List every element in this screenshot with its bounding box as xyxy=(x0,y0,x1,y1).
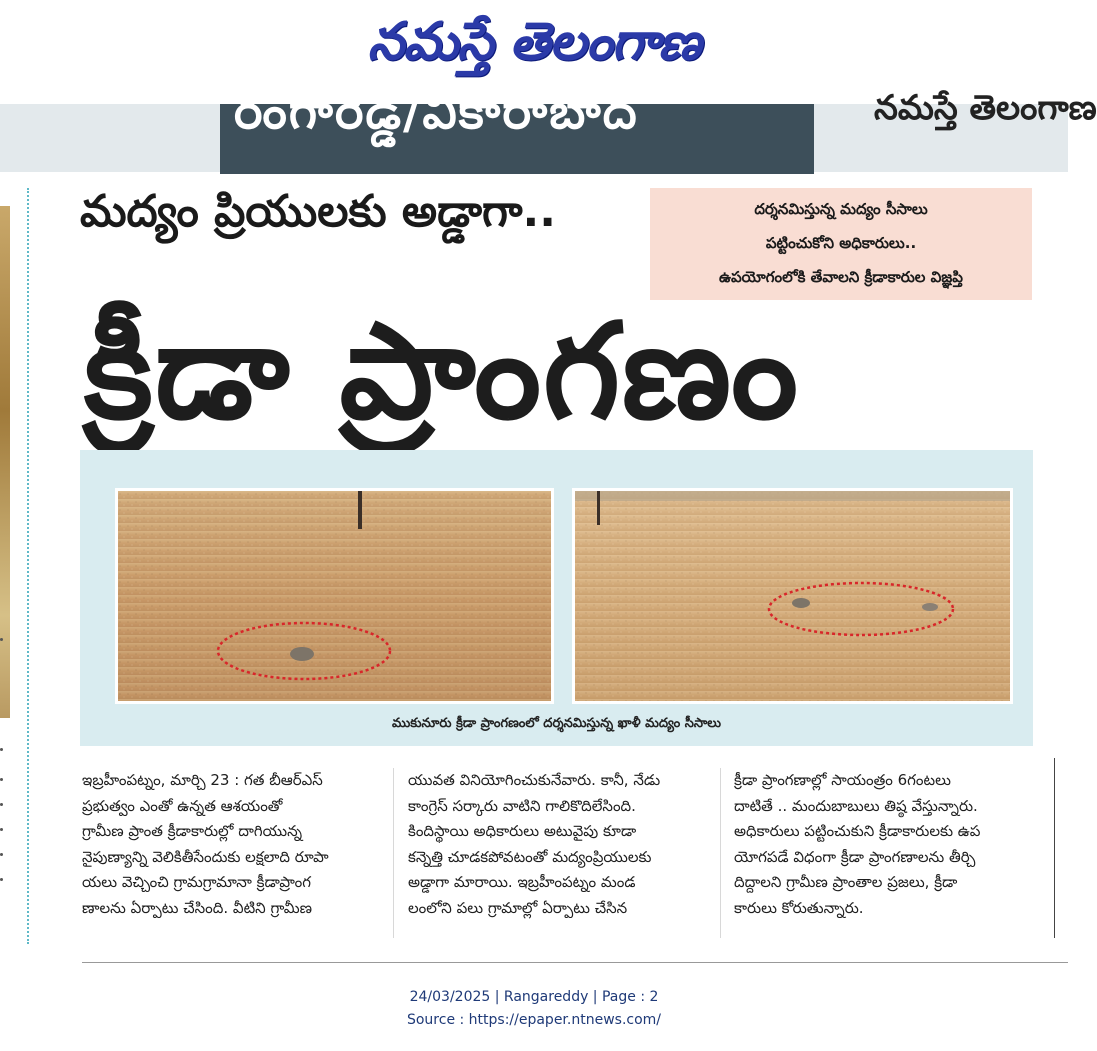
body-line: కిందిస్థాయి అధికారులు అటువైపు కూడా xyxy=(408,822,637,840)
ground-photo-left xyxy=(115,488,554,704)
body-line: ణాలను ఏర్పాటు చేసింది. వీటిని గ్రామీణ xyxy=(82,898,313,917)
footer-source-link[interactable]: Source : https://epaper.ntnews.com/ xyxy=(406,1012,662,1028)
body-line: ఇబ్రహీంపట్నం, మార్చి 23 : గత బీఆర్‌ఎస్ xyxy=(82,771,323,789)
body-line: లంలోని పలు గ్రామాల్లో ఏర్పాటు చేసిన xyxy=(408,898,628,917)
body-line: ప్రభుత్వం ఎంతో ఉన్నత ఆశయంతో xyxy=(82,796,283,815)
section-band-label: రంగారెడ్డి/వికారాబాద్ xyxy=(234,84,639,140)
adjacent-photo-edge xyxy=(0,206,10,718)
body-line: యోగపడే విధంగా క్రీడా ప్రాంగణాలను తీర్చి xyxy=(734,847,976,866)
section-band-label-box xyxy=(220,84,814,174)
adjacent-text-fragment xyxy=(0,878,3,881)
deck-line: దర్శనమిస్తున్న మద్యం సీసాలు xyxy=(754,200,928,218)
body-line: దాటితే .. మందుబాబులు తిష్ఠ వేస్తున్నారు. xyxy=(734,796,978,815)
adjacent-text-fragment xyxy=(0,748,3,751)
footer-divider xyxy=(82,962,1068,963)
deck-line: పట్టించుకోని అధికారులు.. xyxy=(765,234,917,252)
body-line: అడ్డాగా మారాయి. ఇబ్రహీంపట్నం మండ xyxy=(408,873,636,891)
column-divider xyxy=(720,768,721,938)
adjacent-text-fragment xyxy=(0,638,3,641)
body-line: కారులు కోరుతున్నారు. xyxy=(734,898,864,917)
ground-photo-right xyxy=(572,488,1013,704)
adjacent-text-fragment xyxy=(0,778,3,781)
footer-date-page: 24/03/2025 | Rangareddy | Page : 2 xyxy=(409,989,659,1005)
body-column-1 xyxy=(82,768,382,921)
body-line: దిద్దాలని గ్రామీణ ప్రాంతాల ప్రజలు, క్రీడా xyxy=(734,873,958,891)
article-kicker: మద్యం ప్రియులకు అడ్డాగా.. xyxy=(80,186,556,237)
body-column-2 xyxy=(408,768,708,921)
body-line: గ్రామీణ ప్రాంత క్రీడాకారుల్లో దాగియున్న xyxy=(82,822,303,840)
adjacent-article-strip xyxy=(0,188,29,944)
photo-caption: ముకునూరు క్రీడా ప్రాంగణంలో దర్శనమిస్తున్న ఖాళీ మద్యం సీసాలు xyxy=(391,716,721,731)
body-line: కన్నెత్తి చూడకపోవటంతో మద్యంప్రియులకు xyxy=(408,847,652,866)
section-band-right-text: నమస్తే తెలంగాణ xyxy=(874,88,1097,128)
deck-line: ఉపయోగంలోకి తేవాలని క్రీడాకారుల విజ్ఞప్తి xyxy=(719,268,963,286)
column-divider xyxy=(393,768,394,938)
body-column-3 xyxy=(734,768,1034,921)
body-line: క్రీడా ప్రాంగణాల్లో సాయంత్రం 6గంటలు xyxy=(734,771,951,789)
adjacent-text-fragment xyxy=(0,853,3,856)
body-line: నైపుణ్యాన్ని వెలికితీసేందుకు లక్షలాది రూపా xyxy=(82,847,329,866)
body-line: యువత వినియోగించుకునేవారు. కానీ, నేడు xyxy=(408,771,661,789)
article-headline: క్రీడా ప్రాంగణం xyxy=(84,295,800,449)
body-line: అధికారులు పట్టించుకుని క్రీడాకారులకు ఉప xyxy=(734,822,981,840)
body-line: కాంగ్రెస్ సర్కారు వాటిని గాలికొదిలేసింది. xyxy=(408,796,636,815)
body-line: యలు వెచ్చించి గ్రామగ్రామానా క్రీడాప్రాంగ xyxy=(82,873,311,891)
adjacent-text-fragment xyxy=(0,803,3,806)
page-edge-rule xyxy=(1054,758,1055,938)
adjacent-text-fragment xyxy=(0,828,3,831)
masthead-logo: నమస్తే తెలంగాణ xyxy=(367,12,701,72)
